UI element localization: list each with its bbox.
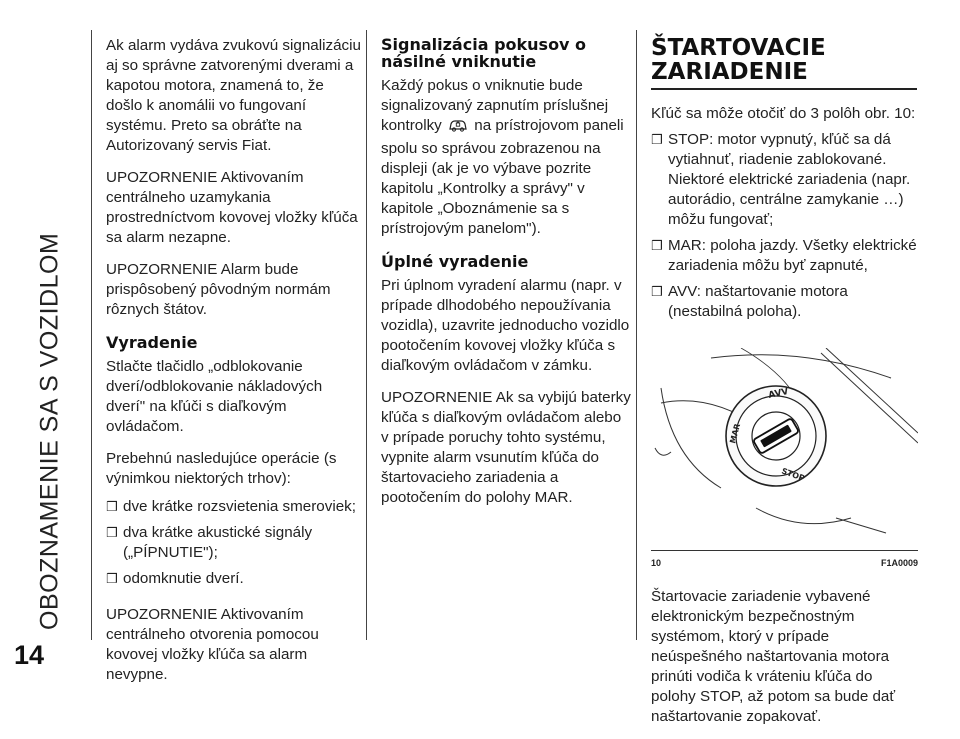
paragraph: UPOZORNENIE Alarm bude prispôsobený pôvodným normám rôznych štátov. [106,261,331,318]
page-number: 14 [14,640,45,670]
checkbox-bullet-icon: ❒ [651,284,663,299]
column-divider [91,30,92,640]
paragraph: Ak alarm vydáva zvukovú signalizáciu aj so správne zatvorenými dverami a kapotou motora, znamená to, že došlo k anomálii vo fungovaní systému. Preto sa obráťte na Autorizovaný servis Fiat. [106,37,361,154]
checkbox-bullet-icon: ❒ [106,571,118,586]
paragraph: UPOZORNENIE Aktivovaním centrálneho uzamykania prostredníctvom kovovej vložky kľúča sa alarm nezapne. [106,169,358,246]
list-item-text: MAR: poloha jazdy. Všetky elektrické zariadenia môžu byť zapnuté, [668,237,917,274]
column-3 [651,36,917,739]
column-2 [381,36,631,520]
paragraph [381,76,631,239]
paragraph: Kľúč sa môže otočiť do 3 polôh obr. 10: [651,105,916,122]
checkbox-bullet-icon: ❒ [651,238,663,253]
paragraph-text: na prístrojovom paneli spolu so správou zobrazenou na displeji (ak je vo výbave pozrite kapitolu „Kontrolky a správy" v kapitole „Oboznámenie sa s prístrojovým panelom"). [381,117,624,237]
list-item [651,236,917,276]
section-heading: ŠTARTOVACIE ZARIADENIE [651,36,917,90]
ignition-switch-illustration [651,348,918,538]
list-item-text: AVV: naštartovanie motora (nestabilná poloha). [668,283,848,320]
list-item-text: dve krátke rozsvietenia smeroviek; [123,498,356,515]
column-divider [366,30,367,640]
checkbox-bullet-icon: ❒ [106,499,118,514]
section-heading: Úplné vyradenie [381,252,529,271]
list-item-text: STOP: motor vypnutý, kľúč sa dá vytiahnuť, riadenie zablokované. Niektoré elektrické zariadenia (napr. autorádio, centrálne zamykanie …) môžu fungovať; [668,131,911,228]
list-item [106,569,361,589]
figure-code: F1A0009 [880,558,918,568]
figure-caption [651,550,918,573]
sidebar-chapter-title: OBOZNAMENIE SA S VOZIDLOM [35,232,64,630]
list-item-text: odomknutie dverí. [123,570,244,587]
paragraph: UPOZORNENIE Aktivovaním centrálneho otvorenia pomocou kovovej vložky kľúča sa alarm nevypne. [106,606,319,683]
list-item [106,523,361,563]
checkbox-bullet-icon: ❒ [651,132,663,147]
paragraph: Pri úplnom vyradení alarmu (napr. v prípade dlhodobého nepoužívania vozidla), uzavrite jednoducho vozidlo pootočením kovovej vložky kľúča s diaľkovým ovládačom v zámku. [381,277,630,374]
figure-number: 10 [651,558,662,568]
list-item [106,497,361,517]
paragraph: UPOZORNENIE Ak sa vybijú baterky kľúča s diaľkovým ovládačom alebo v prípade poruchy tohto systému, vypnite alarm vsunutím kľúča do štartovacieho zariadenia a pootočením do polohy MAR. [381,389,631,506]
ignition-label-avv: AVV [767,386,790,401]
checkbox-bullet-icon: ❒ [106,525,118,540]
paragraph: Prebehnú nasledujúce operácie (s výnimkou niektorých trhov): [106,450,337,487]
section-heading: Signalizácia pokusov o násilné vniknutie [381,35,587,71]
paragraph: Stlačte tlačidlo „odblokovanie dverí/odblokovanie nákladových dverí" na kľúči s diaľkovým ovládačom. [106,358,323,435]
paragraph: Štartovacie zariadenie vybavené elektronickým bezpečnostným systémom, ktorý v prípade neúspešného naštartovania motora prinúti vodiča k vráteniu kľúča do polohy STOP, až potom sa bude dať naštartovanie zopakovať. [651,588,896,725]
column-1 [106,36,361,697]
ignition-label-stop: STOP [780,466,806,484]
ignition-figure [651,348,918,538]
section-heading: Vyradenie [106,333,198,352]
column-divider [636,30,637,640]
ignition-label-mar: MAR [728,422,743,445]
paragraph-text: Každý pokus o vniknutie bude signalizovaný zapnutím príslušnej kontrolky [381,77,609,134]
list-item [651,282,917,322]
list-item-text: dva krátke akustické signály („PÍPNUTIE"); [123,524,313,561]
car-alarm-lamp-icon [448,117,468,139]
list-item [651,130,917,230]
